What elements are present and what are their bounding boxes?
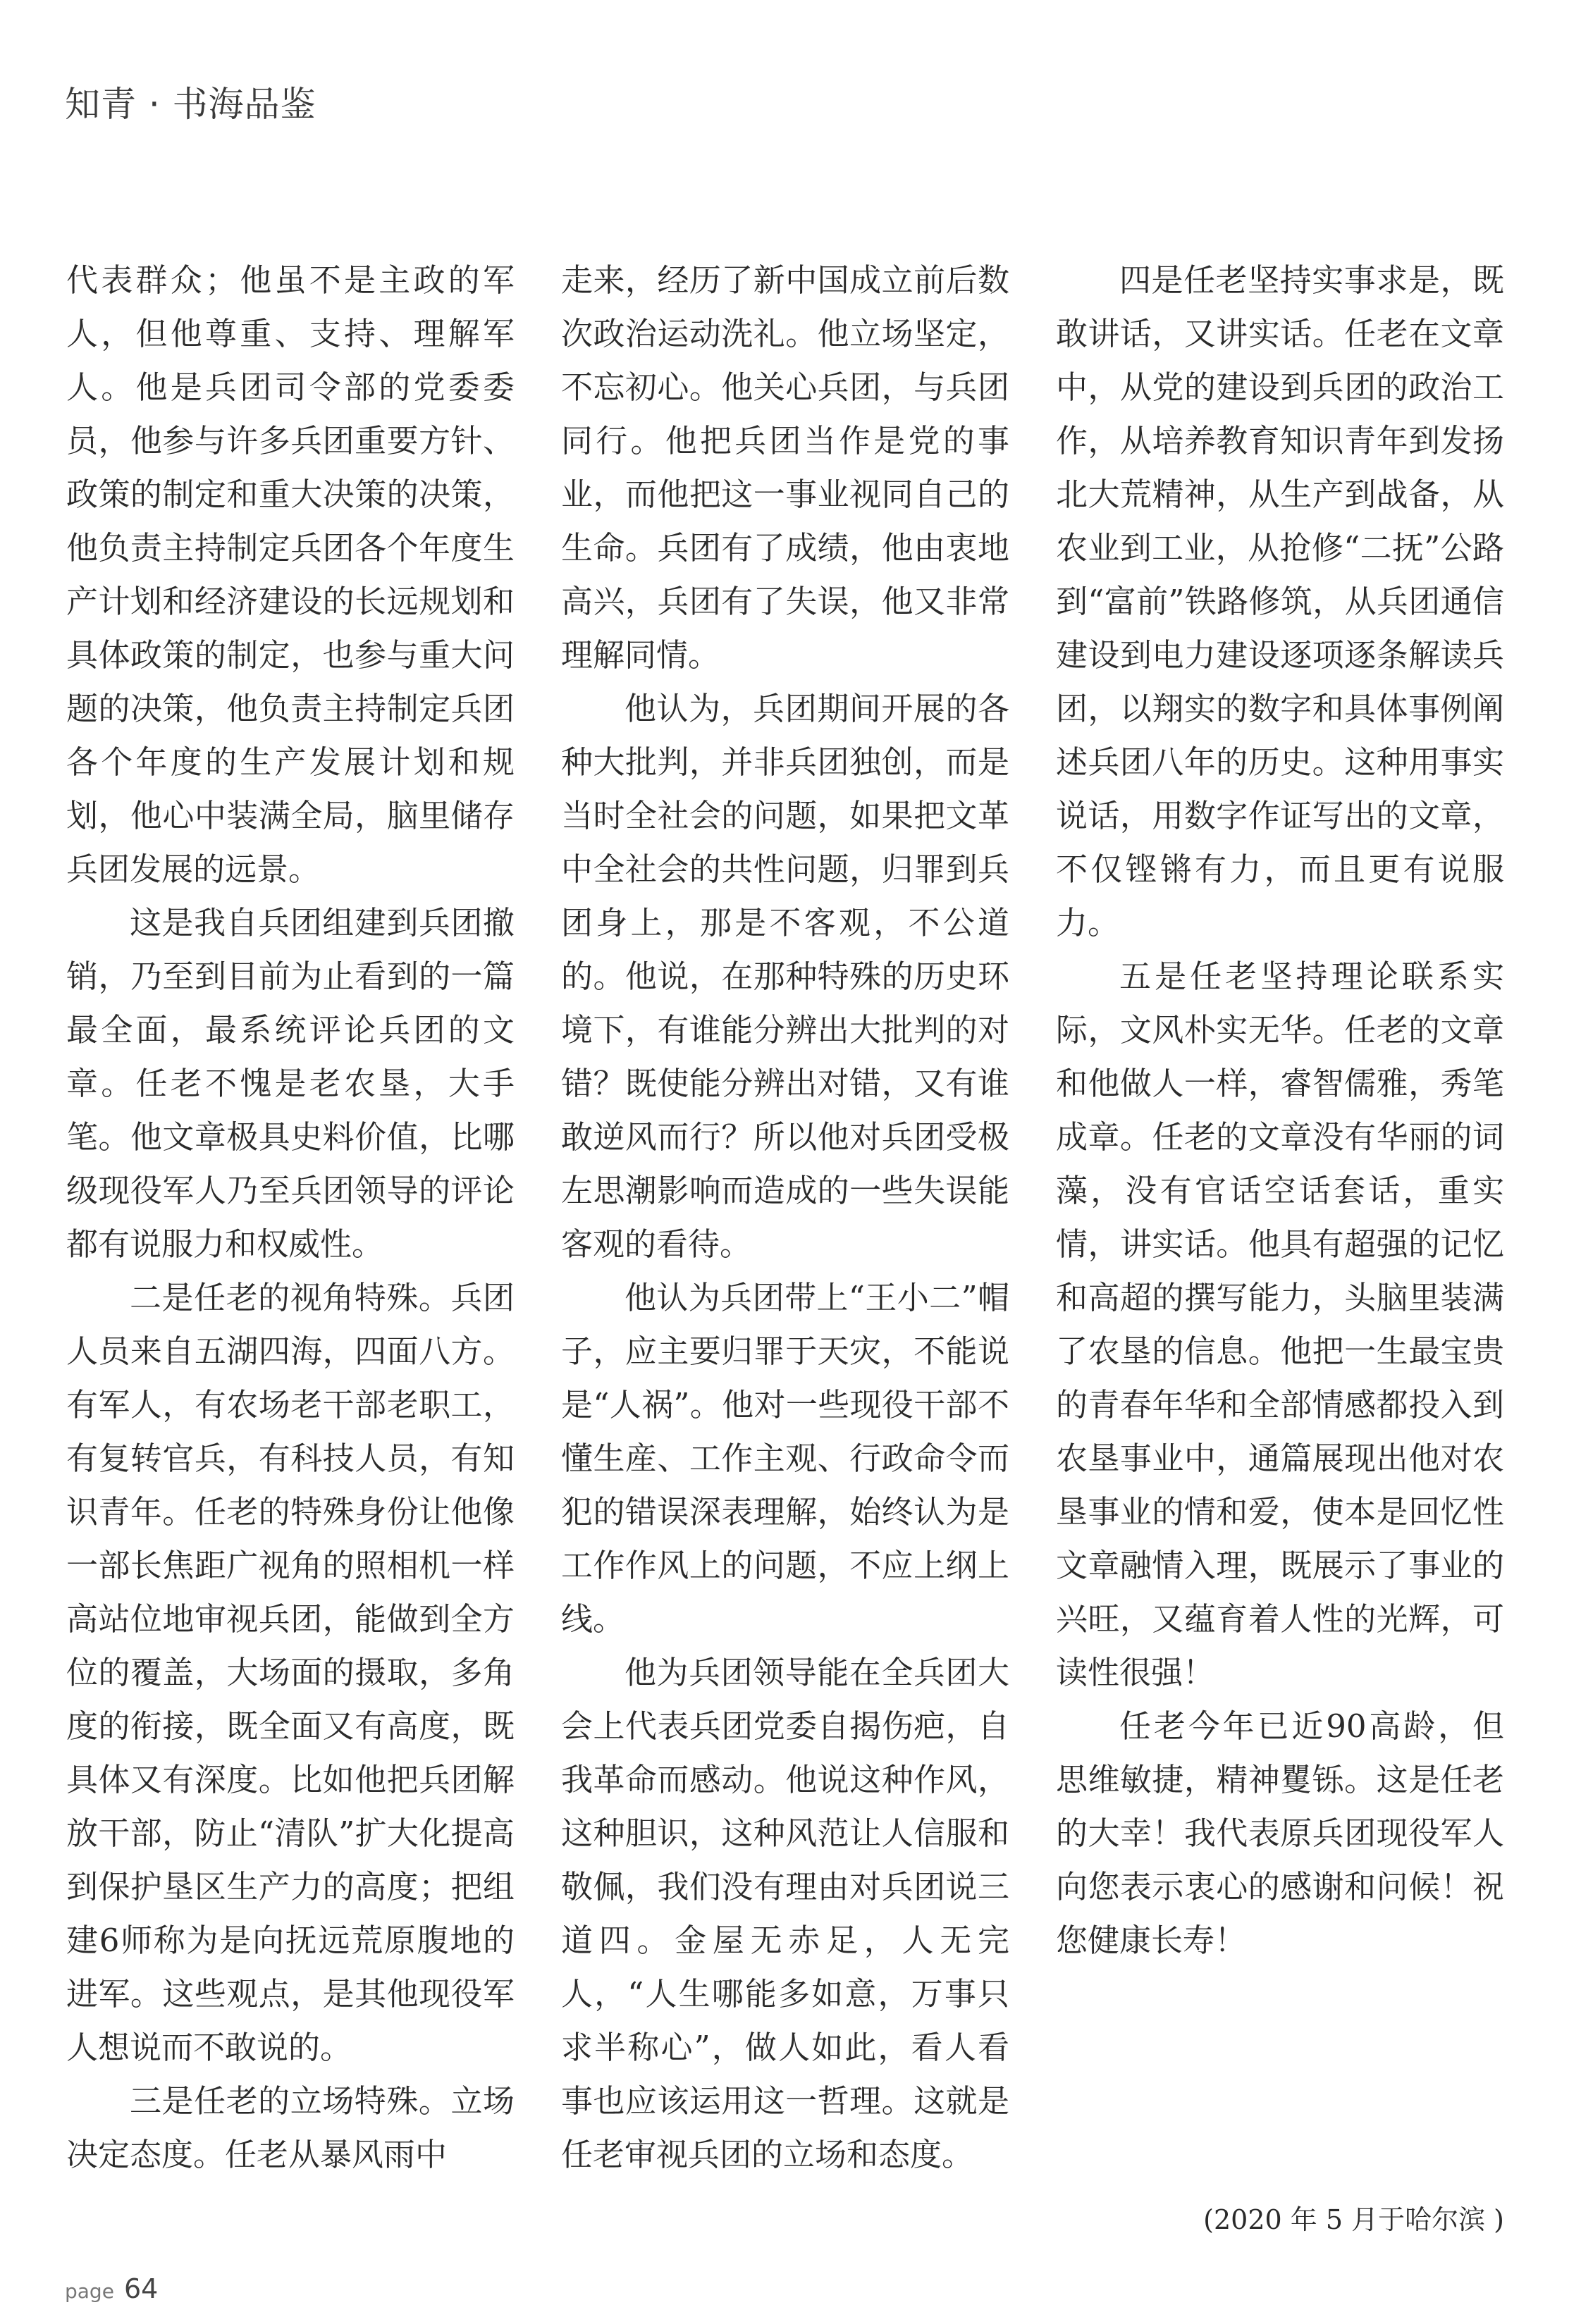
paragraph: 五是任老坚持理论联系实际，文风朴实无华。任老的文章和他做人一样，睿智儒雅，秀笔成章。任老的文章没有华丽的词藻，没有官话空话套话，重实情，讲实话。他具有超强的记忆和高超的撰写能力，头脑里装满了农垦的信息。他把一生最宝贵的青春年华和全部情感都投入到农垦事业中，通篇展现出他对农垦事业的情和爱，使本是回忆性文章融情入理，既展示了事业的兴旺，又蕴育着人性的光辉，可读性很强！ (1056, 958, 1504, 1691)
paragraph: 任老今年已近90高龄，但思维敏捷，精神矍铄。这是任老的大幸！我代表原兵团现役军人向您表示衷心的感谢和问候！祝您健康长寿！ (1056, 1707, 1504, 1959)
paragraph: 四是任老坚持实事求是，既敢讲话，又讲实话。任老在文章中，从党的建设到兵团的政治工作，从培养教育知识青年到发扬北大荒精神，从生产到战备，从农业到工业，从抢修“二抚”公路到“富前”铁路修筑，从兵团通信建设到电力建设逐项逐条解读兵团，以翔实的数字和具体事例阐述兵团八年的历史。这种用事实说话，用数字作证写出的文章，不仅铿锵有力，而且更有说服力。 (1056, 261, 1504, 941)
paragraph: 他认为，兵团期间开展的各种大批判，并非兵团独创，而是当时全社会的问题，如果把文革中全社会的共性问题，归罪到兵团身上，那是不客观，不公道的。他说，在那种特殊的历史环境下，有谁能分辨出大批判的对错？既使能分辨出对错，又有谁敢逆风而行？所以他对兵团受极左思潮影响而造成的一些失误能客观的看待。 (561, 690, 1009, 1263)
text-column-1 (66, 254, 515, 2182)
paragraph: 走来，经历了新中国成立前后数次政治运动洗礼。他立场坚定，不忘初心。他关心兵团，与兵团同行。他把兵团当作是党的事业，而他把这一事业视同自己的生命。兵团有了成绩，他由衷地高兴，兵团有了失误，他又非常理解同情。 (561, 261, 1009, 674)
paragraph: 这是我自兵团组建到兵团撤销，乃至到目前为止看到的一篇最全面，最系统评论兵团的文章。任老不愧是老农垦，大手笔。他文章极具史料价值，比哪级现役军人乃至兵团领导的评论都有说服力和权威性。 (66, 904, 515, 1263)
paragraph: 三是任老的立场特殊。立场决定态度。任老从暴风雨中 (66, 2082, 515, 2173)
text-column-2 (561, 254, 1009, 2182)
page-label: page (65, 2280, 114, 2303)
paragraph: 代表群众；他虽不是主政的军人，但他尊重、支持、理解军人。他是兵团司令部的党委委员，他参与许多兵团重要方针、政策的制定和重大决策的决策，他负责主持制定兵团各个年度生产计划和经济建设的长远规划和具体政策的制定，也参与重大问题的决策，他负责主持制定兵团各个年度的生产发展计划和规划，他心中装满全局，脑里储存兵团发展的远景。 (66, 261, 515, 888)
paragraph: 二是任老的视角特殊。兵团人员来自五湖四海，四面八方。有军人，有农场老干部老职工，有复转官兵，有科技人员，有知识青年。任老的特殊身份让他像一部长焦距广视角的照相机一样高站位地审视兵团，能做到全方位的覆盖，大场面的摄取，多角度的衔接，既全面又有高度，既具体又有深度。比如他把兵团解放干部，防止“清队”扩大化提高到保护垦区生产力的高度；把组建6师称为是向抚远荒原腹地的进军。这些观点，是其他现役军人想说而不敢说的。 (66, 1279, 515, 2066)
page-footer (65, 2273, 158, 2304)
date-line: (2020 年 5 月于哈尔滨 ) (1203, 2204, 1504, 2235)
text-column-3 (1056, 254, 1504, 1967)
paragraph: 他认为兵团带上“王小二”帽子，应主要归罪于天灾，不能说是“人祸”。他对一些现役干部不懂生産、工作主观、行政命令而犯的错误深表理解，始终认为是工作作风上的问题，不应上纲上线。 (561, 1279, 1009, 1638)
paragraph: 他为兵团领导能在全兵团大会上代表兵团党委自揭伤疤，自我革命而感动。他说这种作风，这种胆识，这种风范让人信服和敬佩，我们没有理由对兵团说三道四。金屋无赤足，人无完人，“人生哪能多如意，万事只求半称心”，做人如此，看人看事也应该运用这一哲理。这就是任老审视兵团的立场和态度。 (561, 1654, 1009, 2173)
section-header: 知青 · 书海品鉴 (65, 84, 316, 125)
page-number: 64 (123, 2273, 159, 2304)
